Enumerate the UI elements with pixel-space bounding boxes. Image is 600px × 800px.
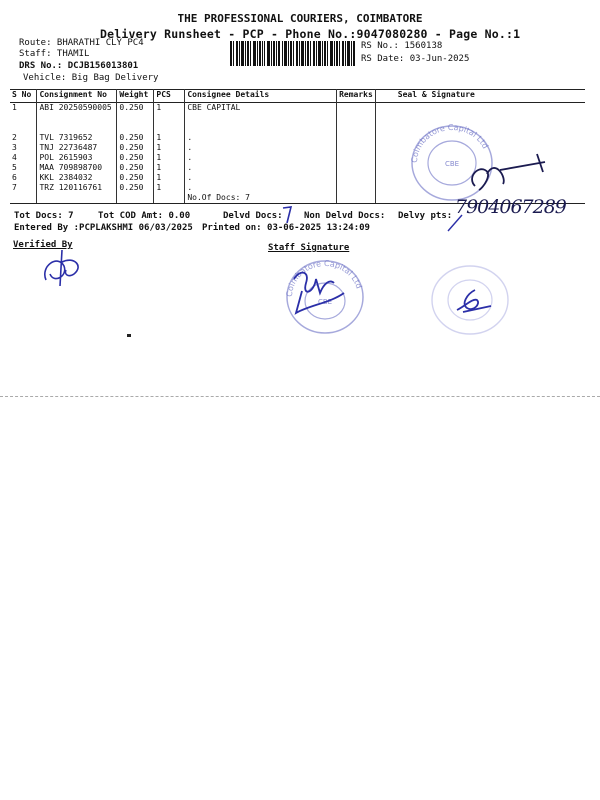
- cell-sno: [10, 123, 37, 133]
- cell-consignee: .: [185, 183, 337, 193]
- cell-pcs: 1: [154, 133, 185, 143]
- rs-number: RS No.: 1560138: [361, 41, 443, 51]
- cell-remarks: [337, 143, 376, 153]
- cell-remarks: [337, 123, 376, 133]
- staff-seal-ring-text: Coimbatore Capital Ltd: [284, 258, 364, 298]
- cell-consignee: .: [185, 153, 337, 163]
- cell-consignment: MAA 709898700: [37, 163, 117, 173]
- cell-pcs: 1: [154, 183, 185, 193]
- cell-pcs: 1: [154, 103, 185, 114]
- delvy-pts-mark: [446, 213, 464, 233]
- cell-sno: 7: [10, 183, 37, 193]
- cell-pcs: 1: [154, 143, 185, 153]
- vehicle-label: Vehicle: Big Bag Delivery: [23, 73, 159, 83]
- delvy-pts: Delvy pts:: [398, 211, 453, 221]
- cell-remarks: [337, 193, 376, 204]
- cell-weight: 0.250: [117, 173, 154, 183]
- non-delvd-docs: Non Delvd Docs:: [304, 211, 386, 221]
- tot-cod-amount: Tot COD Amt: 0.00: [98, 211, 191, 221]
- staff-signature-label: Staff Signature: [268, 243, 350, 253]
- cell-consignment: KKL 2384032: [37, 173, 117, 183]
- cell-pcs: [154, 113, 185, 123]
- rs-date: RS Date: 03-Jun-2025: [361, 54, 470, 64]
- svg-text:Coimbatore Capital Ltd: [285, 259, 364, 297]
- cell-sno: 5: [10, 163, 37, 173]
- verified-by-label: Verified By: [13, 240, 73, 250]
- cell-seal: [375, 103, 585, 114]
- cell-consignment: TVL 7319652: [37, 133, 117, 143]
- cell-remarks: [337, 183, 376, 193]
- cell-consignee: .: [185, 163, 337, 173]
- cell-consignment: TNJ 22736487: [37, 143, 117, 153]
- barcode-image: [230, 41, 355, 66]
- cell-remarks: [337, 133, 376, 143]
- verifier-signature: [38, 244, 88, 292]
- cell-weight: 0.250: [117, 103, 154, 114]
- cell-consignment: [37, 193, 117, 204]
- col-header-consignment: Consignment No: [37, 90, 117, 103]
- col-header-weight: Weight: [117, 90, 154, 103]
- cell-pcs: [154, 123, 185, 133]
- cell-consignment: TRZ 120116761: [37, 183, 117, 193]
- cell-pcs: 1: [154, 163, 185, 173]
- staff-label: Staff: THAMIL: [19, 49, 90, 59]
- col-header-seal: Seal & Signature: [397, 90, 475, 99]
- cell-consignee: .: [185, 143, 337, 153]
- cell-consignment: [37, 123, 117, 133]
- col-header-remarks: Remarks: [337, 90, 376, 103]
- cell-consignee: [185, 123, 337, 133]
- entered-by: Entered By :PCPLAKSHMI 06/03/2025: [14, 223, 193, 233]
- route-label: Route: BHARATHI CLY PC4: [19, 38, 144, 48]
- staff-seal-center-text: CBE: [317, 298, 333, 306]
- company-title: THE PROFESSIONAL COURIERS, COIMBATORE: [177, 12, 423, 25]
- col-header-sno: S No: [10, 90, 37, 103]
- seal-ring-text: Coimbatore Capital Ltd: [409, 122, 490, 164]
- cell-weight: [117, 123, 154, 133]
- tot-docs: Tot Docs: 7: [14, 211, 74, 221]
- table-row: [10, 103, 585, 114]
- col-header-consignee: Consignee Details: [185, 90, 337, 103]
- cell-remarks: [337, 153, 376, 163]
- cell-consignee: [185, 113, 337, 123]
- cell-remarks: [337, 113, 376, 123]
- cell-sno: 3: [10, 143, 37, 153]
- cell-weight: 0.250: [117, 153, 154, 163]
- cell-sno: 2: [10, 133, 37, 143]
- cell-sno: [10, 113, 37, 123]
- cell-weight: [117, 113, 154, 123]
- docs-count: No.Of Docs: 7: [185, 193, 337, 204]
- speck-mark: [127, 334, 131, 337]
- cell-consignee: .: [185, 133, 337, 143]
- cell-remarks: [337, 103, 376, 114]
- staff-seal-stamp: [280, 253, 370, 341]
- receiver-signature: [455, 148, 555, 198]
- cell-sno: [10, 193, 37, 204]
- cell-consignment: POL 2615903: [37, 153, 117, 163]
- cell-pcs: 1: [154, 173, 185, 183]
- page-divider: [0, 396, 600, 398]
- cell-pcs: [154, 193, 185, 204]
- seal-center-text: CBE: [444, 160, 460, 168]
- cell-remarks: [337, 163, 376, 173]
- cell-sno: 4: [10, 153, 37, 163]
- delvd-handwritten-mark: [280, 205, 294, 225]
- delvd-docs: Delvd Docs:: [223, 211, 283, 221]
- right-seal-stamp: [425, 260, 515, 340]
- cell-weight: 0.250: [117, 133, 154, 143]
- cell-weight: 0.250: [117, 143, 154, 153]
- printed-on: Printed on: 03-06-2025 13:24:09: [202, 223, 370, 233]
- cell-weight: 0.250: [117, 183, 154, 193]
- cell-sno: 6: [10, 173, 37, 183]
- drs-number: DRS No.: DCJB156013801: [19, 61, 139, 71]
- cell-weight: 0.250: [117, 163, 154, 173]
- cell-sno: 1: [10, 103, 37, 114]
- cell-consignee: CBE CAPITAL: [185, 103, 337, 114]
- handwritten-phone: 7904067289: [455, 196, 566, 218]
- cell-consignee: .: [185, 173, 337, 183]
- runsheet-title: Delivery Runsheet - PCP - Phone No.:9047080280 - Page No.:1: [100, 27, 521, 41]
- table-header-row: [10, 90, 585, 103]
- cell-consignment: ABI 20250590005: [37, 103, 117, 114]
- cell-weight: [117, 193, 154, 204]
- col-header-pcs: PCS: [154, 90, 185, 103]
- cell-remarks: [337, 173, 376, 183]
- cell-consignment: [37, 113, 117, 123]
- cell-pcs: 1: [154, 153, 185, 163]
